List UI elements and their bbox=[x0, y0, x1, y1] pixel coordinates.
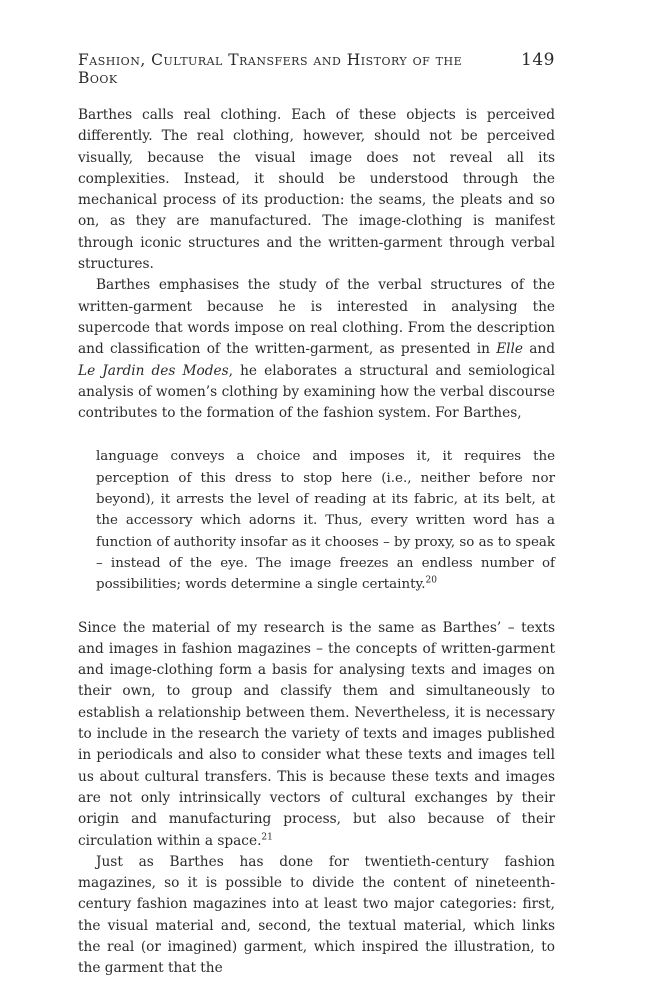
running-header bbox=[78, 50, 555, 87]
paragraph-2 bbox=[78, 275, 555, 424]
magazine-title-jardin: Le Jardin des Modes bbox=[78, 362, 229, 379]
footnote-ref-21[interactable]: 21 bbox=[261, 831, 273, 842]
running-title: Fashion, Cultural Transfers and History of the Book bbox=[78, 51, 463, 87]
paragraph-2-text-a: Barthes emphasises the study of the verbal structures of the written-garment because he is interested in analysing the supercode that words impose on real clothing. From the description and classification of the written-garment, as presented in bbox=[78, 277, 555, 358]
footnote-ref-20[interactable]: 20 bbox=[425, 575, 437, 586]
paragraph-3 bbox=[78, 618, 555, 852]
paragraph-3-text: Since the material of my research is the same as Barthes’ – texts and images in fashion magazines – the concepts of written-garment and image-clothing form a basis for analysing texts and images on their own, to group and classify them and simultaneously to establish a relationship between them. Nevertheless, it is necessary to include in the research the variety of texts and images published in periodicals and also to consider what these texts and images tell us about cultural transfers. This is because these texts and images are not only intrinsically vectors of cultural exchanges by their origin and manufacturing process, but also because of their circulation within a space. bbox=[78, 619, 555, 849]
paragraph-1: Barthes calls real clothing. Each of these objects is perceived differently. The real clothing, however, should not be perceived visually, because the visual image does not reveal all its complexities. Instead, it should be understood through the mechanical process of its production: the seams, the pleats and so on, as they are manufactured. The image-clothing is manifest through iconic structures and the written-garment through verbal structures. bbox=[78, 107, 555, 273]
paragraph-4: Just as Barthes has done for twentieth-century fashion magazines, so it is possible to divide the content of nineteenth-century fashion magazines into at least two major categories: first, the visual material and, second, the textual material, which links the real (or imagined) garment, which inspired the illustration, to the garment that the bbox=[78, 853, 555, 977]
magazine-title-elle: Elle bbox=[496, 341, 524, 358]
block-quote bbox=[96, 446, 555, 595]
block-quote-text: language conveys a choice and imposes it, it requires the perception of this dress to stop here (i.e., neither before nor beyond), it arrests the level of reading at its fabric, at its belt, at the accessory which adorns it. Thus, every written word has a function of authority insofar as it chooses – by proxy, so as to speak – instead of the eye. The image freezes an endless number of possibilities; words determine a single certainty. bbox=[96, 449, 555, 593]
page-number: 149 bbox=[521, 50, 555, 70]
paragraph-2-text-b: and bbox=[523, 341, 555, 358]
paragraph-2-text-c: , he elaborates a structural and semiological analysis of women’s clothing by examining how the verbal discourse contributes to the formation of the fashion system. For Barthes, bbox=[78, 362, 555, 422]
